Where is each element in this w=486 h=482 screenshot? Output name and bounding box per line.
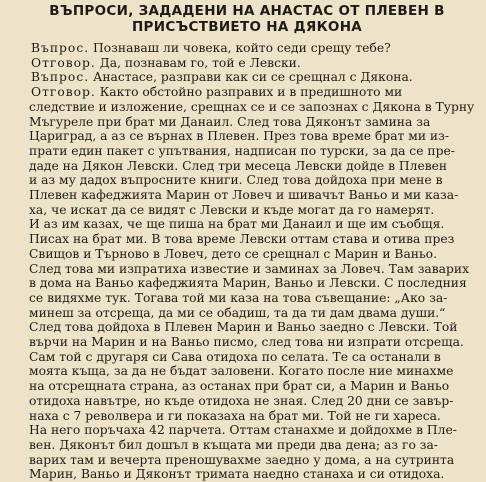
text-line: в дома на Ваньо кафеджията Марин, Ваньо и Левски. С последния xyxy=(29,276,467,291)
text-line: отидоха навътре, но къде отидоха не зная. След 20 дни се завър- xyxy=(29,393,454,408)
answer-label: Отговор. xyxy=(31,85,96,100)
text-line: следствие и изложение, срещнах се и се запознах с Дякона в Турну xyxy=(29,99,475,114)
text-line: ха, че искат да се видят с Левски и къде могат да го намерят. xyxy=(29,202,435,217)
question-2 xyxy=(0,70,486,85)
text-line: Цариград, а аз се върнах в Плевен. През това време брат ми из- xyxy=(29,129,449,144)
question-label: Въпрос. xyxy=(31,41,90,55)
answer-2-first-line xyxy=(0,85,486,100)
answer-1 xyxy=(0,56,486,71)
text-line: Писах на брат ми. В това време Левски оттам става и отива през xyxy=(29,232,455,247)
question-1 xyxy=(0,41,486,56)
text-line: минеш за отсреща, да ми се обадиш, та да ти дам двама души.“ xyxy=(29,305,446,320)
text-line: Плевен кафеджията Марин от Ловеч и шивачът Ваньо и ми каза- xyxy=(29,188,459,203)
text-line: върчи на Марин и на Ваньо писмо, след това ни изпрати отсреща. xyxy=(29,335,464,350)
text-line: наха с 7 револвера и ги показаха на брат ми. Той не ги хареса. xyxy=(29,408,441,423)
answer-text: Както обстойно разправих и в предишното ми xyxy=(95,85,403,100)
question-text: Анастасе, разправи как си се срещнал с Дякона. xyxy=(89,70,413,85)
qa-section xyxy=(0,41,486,482)
text-line: моята къща, за да не бъдат заловени. Когато после ние минахме xyxy=(29,364,454,379)
answer-label: Отговор. xyxy=(31,55,96,70)
document-title xyxy=(8,0,486,35)
answer-2-body xyxy=(0,100,486,482)
text-line: Мъгуреле при брат ми Данаил. След това Дяконът замина за xyxy=(29,114,431,129)
text-line: Сам той с другаря си Сава отидоха по селата. Те са останали в xyxy=(29,349,441,364)
text-line: След това дойдоха в Плевен Марин и Ваньо заедно с Левски. Той xyxy=(29,320,458,335)
text-line: на отсрещната страна, аз останах при брат си, а Марин и Ваньо xyxy=(29,379,450,394)
text-line: се видяхме тук. Тогава той ми каза на това съвещание: „Ако за- xyxy=(29,290,448,305)
text-line: прати един пакет с упътвания, надписан по турски, за да се пре- xyxy=(29,143,455,158)
question-label: Въпрос. xyxy=(31,70,90,85)
text-line: вен. Дяконът бил дошъл в къщата ми преди два дена; аз го за- xyxy=(29,437,438,452)
answer-text: Да, познавам го, той е Левски. xyxy=(95,55,301,70)
text-line: даде на Дякон Левски. След три месеца Левски дойде в Плевен xyxy=(29,158,448,173)
text-line: Марин, Ваньо и Дяконът тримата наедно станаха и си отидоха. xyxy=(29,467,445,482)
text-line: Свищов и Търново в Ловеч, дето се срещнал с Марин и Ваньо. xyxy=(29,246,437,261)
title-line-2: ПРИСЪСТВИЕТО НА ДЯКОНА xyxy=(131,19,363,35)
text-line: И аз им казах, че ще пиша на брат ми Данаил и ще им съобщя. xyxy=(29,217,445,232)
text-line: и аз му дадох въпросните книги. След това дойдоха при мене в xyxy=(29,173,443,188)
text-line: варих там и вечерта преношувахме заедно у дома, а на сутринта xyxy=(29,452,455,467)
text-line: На него поръчаха 42 парчета. Оттам станахме и дойдохме в Пле- xyxy=(29,423,457,438)
title-line-1: ВЪПРОСИ, ЗАДАДЕНИ НА АНАСТАС ОТ ПЛЕВЕН В xyxy=(49,3,445,19)
text-line: След това ми изпратиха известие и заминах за Ловеч. Там заварих xyxy=(29,261,470,276)
question-text: Познаваш ли човека, който седи срещу тебе? xyxy=(89,41,391,55)
